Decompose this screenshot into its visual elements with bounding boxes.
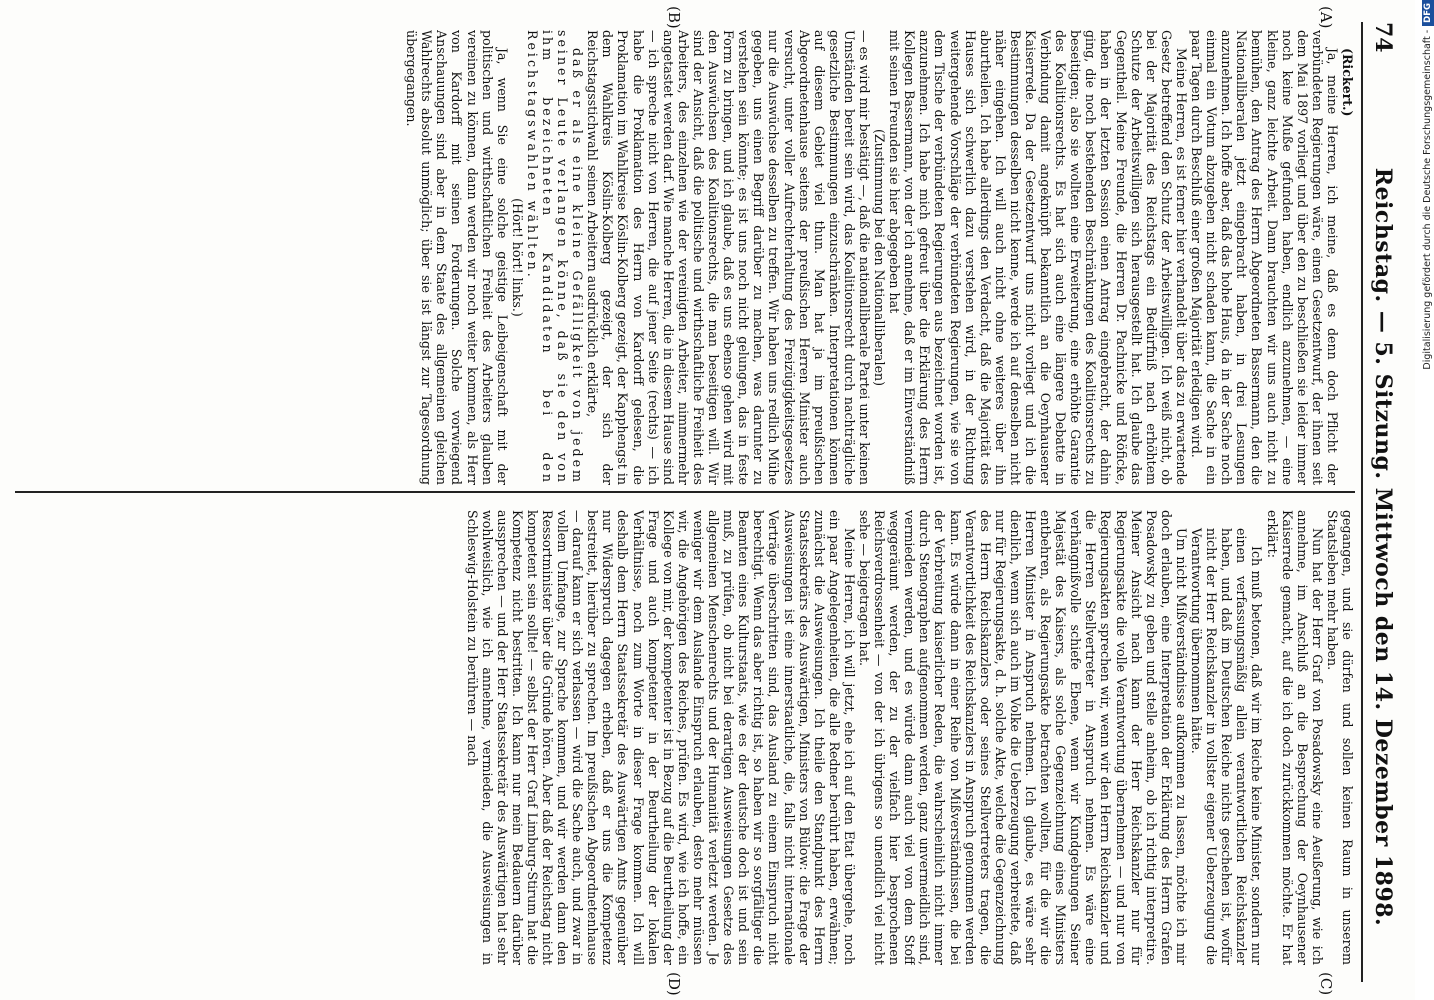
column-divider — [15, 491, 1355, 493]
page-header — [1361, 22, 1403, 982]
right-column — [15, 510, 1355, 965]
digitization-stamp — [1421, 0, 1434, 1000]
page-number: 74 — [1370, 22, 1396, 53]
margin-marker-c: (C) — [1317, 972, 1335, 996]
paragraph: Nun hat der Herr Graf von Posadowsky eine Aeußerung, wie ich annehme, im Anschluß an die Besprechung der Oeynhausener Kaiserrede gemacht, auf die ich doch zurückkommen möchte. Er hat erklärt: — [1264, 510, 1325, 965]
paragraph: Meine Herren, es ist ferner hier verhandelt über das zu erwartende Gesetz betreffend den Schutz der Arbeitswilligen. Ich weiß nicht, ob bei der Majorität des Reichstags ein Bedürfniß nach erhöhtem Schutze der Arbeitswilligen sich herausgestellt hat. Ich glaube das Gegentheil. Meine Freunde, die Herren Dr. Pachnicke und Röficke, haben in der letzten Session einen Antrag eingebracht, der dahin ging, die noch bestehenden Beschränkungen des Koalitionsrechts zu beseitigen; also sie wollten eine Erweiterung, eine erhöhte Garantie des Koalitionsrechts. Es hat sich auch eine längere Debatte in Verbindung damit angeknüpft bekanntlich an die Oeynhausener Kaiserrede. Da der Gesetzentwurf uns nicht vorliegt und ich die Bestimmungen desselben nicht kenne, werde ich auf denselben nicht näher eingehen. Ich will auch nicht ohne weiteres über ihn aburtheilen. Ich habe allerdings den Verdacht, daß die Majorität des Hauses sich schwerlich dazu verstehen wird, in der Richtung weitergehende Vorschläge der verbündeten Regierungen, wie sie von dem Tische der verbündeten Regierungen aus bezeichnet worden ist, anzunehmen. Ich habe mich gefreut über die Erklärung des Herrn Kollegen Bassermann, von der ich annehme, daß er im Einverständniß mit seinen Freunden sie hier abgegeben hat — [887, 30, 1189, 485]
paragraph: Ja, wenn Sie eine solche geistige Leibeigenschaft mit der politischen und wirthschaftlichen Freiheit des Arbeiters glauben vereinen zu können, dann werden wir noch weiter kommen, als Herr von Kardorff mit seinen Forderungen. Solche vorwiegend Anschauungen sind aber in dem Staate des allgemeinen gleichen Wahlrechts absolut unmöglich; über sie ist längst zur Tagesordnung übergegangen. — [404, 30, 510, 485]
interjection: (Hört! hört! links.) — [509, 198, 525, 317]
paragraph: — es wird mir bestätigt —, daß die nationalliberale Partei unter keinen Umständen bereit sein wird, das Koalitionsrecht durch nachträgliche gesetzliche Bestimmungen einzuschränken. Interpretationen können auf diesem Gebiet viel thun. Man hat ja im preußischen Abgeordnetenhause seitens der preußischen Herren Minister auch versucht, unter voller Aufrechterhaltung des Freizügigkeitsgesetzes nur die Auswüchse desselben zu treffen. Wir haben uns redlich Mühe gegeben, uns einen Begriff darüber zu machen, was darunter zu verstehen sein könnte; es ist uns noch nicht gelungen, das in feste Form zu bringen, und ich glaube, daß es uns ebenso gehen wird mit den Auswüchsen des Koalitionsrechts, die man beseitigen will. Wir sind der Ansicht, daß die politische und wirthschaftliche Freiheit des Arbeiters, des einzelnen wie der vereinigten Arbeiter, nimmermehr angetastet werden darf. Wie manche Herren, die in diesem Hause sind — ich spreche nicht von Herren, die auf jener Seite (rechts) — ich habe die Proklamation des Herrn von Kardorff gelesen, die Proklamation im Wahlkreise Köslin-Kolberg gezeigt, der Kapphengst in dem Wahlkreis Köslin-Kolberg gezeigt, der sich der Reichstagsstichwahl seinen Arbeitern ausdrücklich erklärte, — [585, 30, 872, 485]
dfg-logo: DFG — [1422, 0, 1434, 26]
margin-marker-d: (D) — [665, 972, 683, 996]
paragraph: Um nicht Mißverständnisse aufkommen zu lassen, möchte ich mir doch erlauben, eine Interpretation der Erklärung des Herrn Grafen Posadowsky zu geben und stelle anheim, ob ich richtig interpretire. Meiner Ansicht nach kann der Herr Reichskanzler nur für Regierungsakte die volle Verantwortung übernehmen — und nur von Regierungsakten sprechen wir, wenn wir den Herrn Reichskanzler und die Herren Stellvertreter in Anspruch nehmen. Es wäre eine verhängnißvolle schiefe Ebene, wenn wir Kundgebungen Seiner Majestät des Kaisers, als solche Gegenzeichnung eines Ministers entbehren, als Regierungsakte betrachten wollten, für die wir die Herren Minister in Anspruch nehmen. Ich glaube, es wäre sehr dienlich, wenn sich auch im Volke die Ueberzeugung verbreitete, daß nur für Regierungsakte, d. h. solche Akte, welche die Gegenzeichnung des Herrn Reichskanzlers oder seines Stellvertreters tragen, die Verantwortlichkeit des Reichskanzlers in Anspruch genommen werden kann. Es würde dann in einer Reihe von Mißverständnissen, die bei der Verbreitung kaiserlicher Reden, die wahrscheinlich nicht immer durch Stenographen aufgenommen werden, ganz unvermeidlich sind, vermieden werden, und es würde dann auch viel von dem Stoff weggeräumt werden, der zu der vielfach hier besprochenen Reichsverdrossenheit — von der ich übrigens so unendlich viel nicht sehe — beigetragen hat. — [857, 510, 1189, 965]
left-column — [15, 30, 1355, 485]
quotation: Ich muß betonen, daß wir im Reiche keine Minister, sondern nur einen verfassungsmäßig allein verantwortlichen Reichskanzler haben, und daß im Deutschen Reiche nichts geschehen ist, wofür nicht der Herr Reichskanzler in vollster eigener Ueberzeugung die Verantwortung übernommen hätte. — [1189, 528, 1265, 965]
margin-marker-b: (B) — [665, 6, 683, 29]
interjection: (Zustimmung bei den Nationalliberalen) — [872, 128, 888, 387]
margin-marker-a: (A) — [1317, 6, 1335, 29]
paragraph: Ja, meine Herren, ich meine, daß es denn doch Pflicht der verbündeten Regierungen wäre, einen Gesetzentwurf, der ihnen seit dem Mai 1897 vorliegt und über den zu beschließen sie leider immer noch keine Muße gefunden haben, endlich anzunehmen, — eine kleine, ganz leichte Arbeit. Dann brauchten wir uns auch nicht zu bemühen, den Antrag des Herrn Abgeordneten Bassermann, den die Nationalliberalen jetzt eingebracht haben, in drei Lesungen anzunehmen. Ich hoffe aber, daß das hohe Haus, da in der Sache noch einmal ein Votum abzugeben nicht schaden kann, die Sache in ein paar Tagen durch Beschluß einer großen Majorität erledigen wird. — [1189, 30, 1340, 485]
paragraph: gegangen, und sie dürfen und sollen keinen Raum in unserem Staatsleben mehr haben. — [1324, 510, 1355, 965]
stamp-text: Digitalisierung gefördert durch die Deutsche Forschungsgemeinschaft - — [1422, 29, 1433, 370]
quotation: daß er als eine kleine Gefälligkeit von jedem seiner Leute verlangen könne, daß sie den von ihm bezeichneten Kandidaten bei den Reichstagswahlen wählten. — [524, 30, 586, 485]
running-title: Reichstag. — 5. Sitzung. Mittwoch den 14. Dezember 1898. — [1370, 167, 1396, 927]
paragraph: Meine Herren, ich will jetzt, ehe ich auf den Etat übergehe, noch ein paar Angelegenheiten, die alle Redner berührt haben, erwähnen; zunächst die Ausweisungen. Ich theile den Standpunkt des Herrn Staatssekretärs des Auswärtigen, Ministers von Bülow: die Frage der Ausweisungen ist eine innerstaatliche, die, falls nicht internationale Verträge überschritten sind, das Ausland zu einem Einspruch nicht berechtigt. Wenn das aber richtig ist, so haben wir so sorgfältiger die Beamten eines Kulturstaats, wie es der deutsche doch ist und sein muß, zu prüfen, ob nicht bei derartigen Ausweisungen Gesetze des allgemeinen Menschenrechts und der Humanität verletzt werden. Je weniger wir dem Auslande Einspruch erlauben, desto mehr müssen wir, die Angehörigen des Reiches, prüfen. Es wird, wie ich hoffe, ein Kollege von mir, der kompetenter ist in Bezug auf die Beurtheilung der Frage und auch kompetenter in der Beurtheilung der lokalen Verhältnisse, noch zum Worte in dieser Frage kommen. Ich will deshalb dem Herrn Staatssekretär des Auswärtigen Amts gegenüber nur Widerspruch dagegen erheben, daß er uns die Kompetenz bestreitet, hierüber zu sprechen. Im preußischen Abgeordnetenhause — darauf kann er sich verlassen — wird die Sache auch, und zwar in vollem Umfange, zur Sprache kommen, und wir werden dann den Ressortminister über die Gründe hören. Aber daß der Reichstag nicht kompetent sein sollte! — selbst der Herr Graf Limburg-Stirum hat die Kompetenz nicht bestritten. Ich kann nur mein Bedauern darüber aussprechen — und der Herr Staatssekretär des Auswärtigen hat sehr wohlweislich, wie ich annehme, vermieden, die Ausweisungen in Schleswig-Holstein zu berühren — nach — [464, 510, 857, 965]
speaker-name: (Rickert.) — [1340, 48, 1355, 117]
